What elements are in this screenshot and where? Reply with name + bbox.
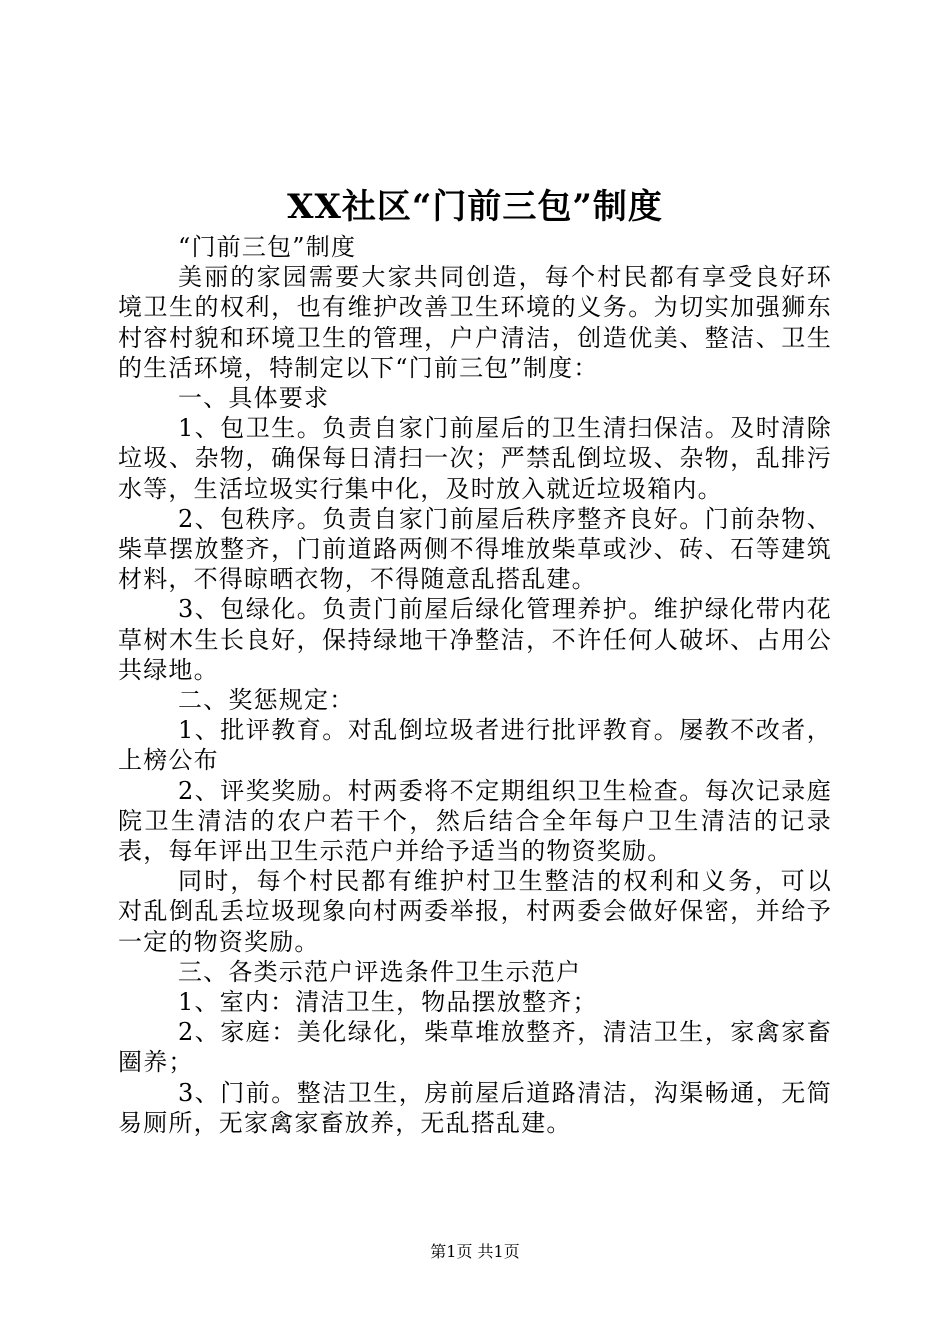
criteria-indoor-paragraph: 1、室内：清洁卫生，物品摆放整齐； [178, 988, 598, 1017]
criteria-doorfront-paragraph: 3、门前。整洁卫生，房前屋后道路清洁，沟渠畅通，无简易厕所，无家禽家畜放养，无乱搭乱建。 [118, 1078, 832, 1137]
document-body [118, 232, 832, 1138]
reward-award-paragraph: 2、评奖奖励。村两委将不定期组织卫生检查。每次记录庭院卫生清洁的农户若干个，然后结合全年每户卫生清洁的记录表，每年评出卫生示范户并给予适当的物资奖励。 [118, 776, 832, 866]
intro-paragraph: 美丽的家园需要大家共同创造，每个村民都有享受良好环境卫生的权利，也有维护改善卫生环境的义务。为切实加强狮东村容村貌和环境卫生的管理，户户清洁，创造优美、整洁、卫生的生活环境，特制定以下“门前三包”制度： [118, 263, 832, 382]
requirement-hygiene-paragraph: 1、包卫生。负责自家门前屋后的卫生清扫保洁。及时清除垃圾、杂物，确保每日清扫一次；严禁乱倒垃圾、杂物，乱排污水等，生活垃圾实行集中化，及时放入就近垃圾箱内。 [118, 414, 832, 503]
document-title: XX社区“门前三包”制度 [287, 187, 663, 227]
subtitle-paragraph: “门前三包”制度 [178, 233, 357, 261]
requirement-order-paragraph: 2、包秩序。负责自家门前屋后秩序整齐良好。门前杂物、柴草摆放整齐，门前道路两侧不得堆放柴草或沙、砖、石等建筑材料，不得晾晒衣物，不得随意乱搭乱建。 [118, 504, 832, 594]
section-heading-model-households: 三、各类示范户评选条件卫生示范户 [178, 957, 582, 986]
section-heading-rewards: 二、奖惩规定： [178, 686, 355, 715]
section-heading-requirements: 一、具体要求 [178, 384, 330, 413]
criteria-family-paragraph: 2、家庭：美化绿化，柴草堆放整齐，清洁卫生，家禽家畜圈养； [118, 1018, 832, 1077]
reward-criticism-paragraph: 1、批评教育。对乱倒垃圾者进行批评教育。屡教不改者，上榜公布 [118, 716, 832, 775]
page-footer: 第1页 共1页 [430, 1242, 520, 1261]
reward-report-paragraph: 同时，每个村民都有维护村卫生整洁的权利和义务，可以对乱倒乱丢垃圾现象向村两委举报，村两委会做好保密，并给予一定的物资奖励。 [118, 867, 832, 956]
requirement-greening-paragraph: 3、包绿化。负责门前屋后绿化管理养护。维护绿化带内花草树木生长良好，保持绿地干净整洁，不许任何人破坏、占用公共绿地。 [118, 595, 832, 684]
